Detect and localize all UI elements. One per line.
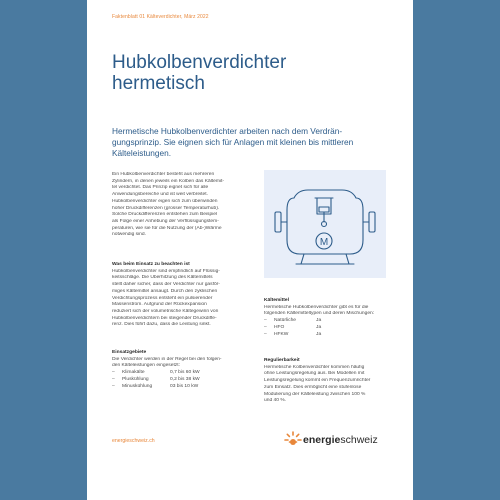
gebiete-line: Die Verdichter werden in der Regel bei den folgen- [112,356,222,362]
list-item-name: Minuskühlung [122,383,153,389]
einsatz-line: stellt daher sicher, dass der Verdichter nur gasför- [112,282,220,288]
einsatz-line: Hubkolbenverdichtern bei steigender Druckdiffe- [112,315,217,321]
einsatz-line: reduziert sich der volumetrische Kältegewinn von [112,308,219,314]
list-item [112,384,252,391]
document-header: Faktenblatt 01 Kälteverdichter, März 2022 [112,14,209,20]
list-item-name: Natürliche [274,318,297,324]
sun-logo-icon [283,430,303,450]
kaeltemittel-section [264,298,404,338]
gebiete-section [112,350,252,390]
list-dash: – [112,376,115,382]
list-item [264,332,404,339]
list-item-value: 03 bis 10 kW [170,383,199,389]
inlet-pipe [275,212,281,232]
lead-line-2: gungsprinzip. Sie eignen sich für Anlagen mit kleinen bis mittleren [112,137,354,147]
list-item [264,318,404,325]
list-item-value: Ja [316,318,322,324]
list-item-value: Ja [316,324,322,330]
compressor-base [301,254,349,264]
list-item [112,370,252,377]
intro-line: Solche Druckdifferenzen entstehen zum Beispiel [112,212,218,218]
list-item-name: Pluskühlung [122,376,149,382]
kaeltemittel-line: folgenden Kältemitteltypen und deren Mischungen: [264,311,375,317]
intro-paragraph [112,172,252,239]
einsatz-line: keitsschläge. Die Überhitzung des Kältemittels [112,275,213,281]
regel-section [264,358,404,405]
intro-line: Zylindern, in denen jeweils ein Kolben das Kältemit- [112,178,225,184]
intro-line: Hubkolbenverdichter eigen sich zum überwinden [112,198,218,204]
lead-line-3: Kälteleistungen. [112,148,172,158]
list-item-name: HFKW [274,331,289,337]
list-dash: – [112,383,115,389]
title-line-1: Hubkolbenverdichter [112,52,287,73]
energieschweiz-logo [283,430,378,450]
einsatz-section [112,262,252,329]
einsatz-line: Verdichtungsprozess entsteht ein pulsierender [112,295,213,301]
einsatz-line: Hubkolbenverdichter sind empfindlich auf Flüssig- [112,268,220,274]
piston [319,207,329,212]
fact-sheet-page [87,0,413,500]
kaeltemittel-heading: Kältemittel [264,298,290,303]
list-dash: – [264,331,267,337]
intro-line: notwendig sind. [112,232,146,238]
kaeltemittel-line: Hermetische Hubkolbenverdichter gibt es für die [264,304,369,310]
einsatz-heading: Was beim Einsatz zu beachten ist [112,262,190,267]
compressor-figure [264,170,386,278]
gebiete-line: den Kälteleistungen eingesetzt: [112,363,180,369]
regel-line: zum Einsatz. Dies ermöglicht eine stufenlose [264,384,362,390]
title-line-2: hermetisch [112,73,205,94]
logo-text-light: schweiz [340,434,378,446]
regel-line: und 40 %. [264,398,287,404]
einsatz-line: renz. Dies führt dazu, dass die Leistung sinkt. [112,322,211,328]
regel-line: Modulierung der Kälteleistung zwischen 100 % [264,391,366,397]
intro-line: Anwendungsbereiche und ist weit verbreitet. [112,192,208,198]
regel-heading: Regulierbarkeit [264,358,300,363]
intro-line: als Folge einer Anhebung der Verflüssigungstem- [112,218,219,224]
regel-line: Leistungsregelung kommt ein Frequenzumrichter [264,378,371,384]
gebiete-heading: Einsatzgebiete [112,350,147,355]
list-item [264,325,404,332]
list-item-name: Klimakälte [122,370,145,376]
einsatz-line: Massenstrom. Aufgrund der Rückexpansion [112,302,207,308]
list-dash: – [264,324,267,330]
motor-label: M [319,237,329,248]
lead-paragraph [112,126,392,159]
footer-url-link[interactable]: energieschweiz.ch [112,438,155,444]
compressor-diagram [264,170,386,278]
list-item-name: HFO [274,324,285,330]
page-title [112,52,402,94]
list-item [112,377,252,384]
outlet-pipe [369,212,375,232]
lead-line-1: Hermetische Hubkolbenverdichter arbeiten nach dem Verdrän- [112,126,343,136]
list-item-value: 0,2 bis 38 kW [170,376,200,382]
intro-line: Ein Hubkolbenverdichter besteht aus mehreren [112,172,215,177]
list-dash: – [264,318,267,324]
regel-line: ohne Leistungsregelung aus. Bei Modellen mit [264,371,365,377]
list-item-value: 0,7 bis 60 kW [170,370,200,376]
logo-text [303,434,378,446]
einsatz-line: miges Kältemittel ansaugt. Durch den zyklischen [112,288,218,294]
intro-line: peraturen, wie sie für die Nutzung der (Ab-)Wärme [112,225,222,231]
list-item-value: Ja [316,331,322,337]
list-dash: – [112,370,115,376]
intro-line: tel verdichtet. Das Prinzip eignet sich für alle [112,185,209,191]
regel-line: Hermetische Kolbenverdichter kommen häufig [264,364,365,370]
logo-text-bold: energie [303,434,341,446]
intro-line: hoher Druckdifferenzen (grosser Temperaturhub). [112,205,220,211]
